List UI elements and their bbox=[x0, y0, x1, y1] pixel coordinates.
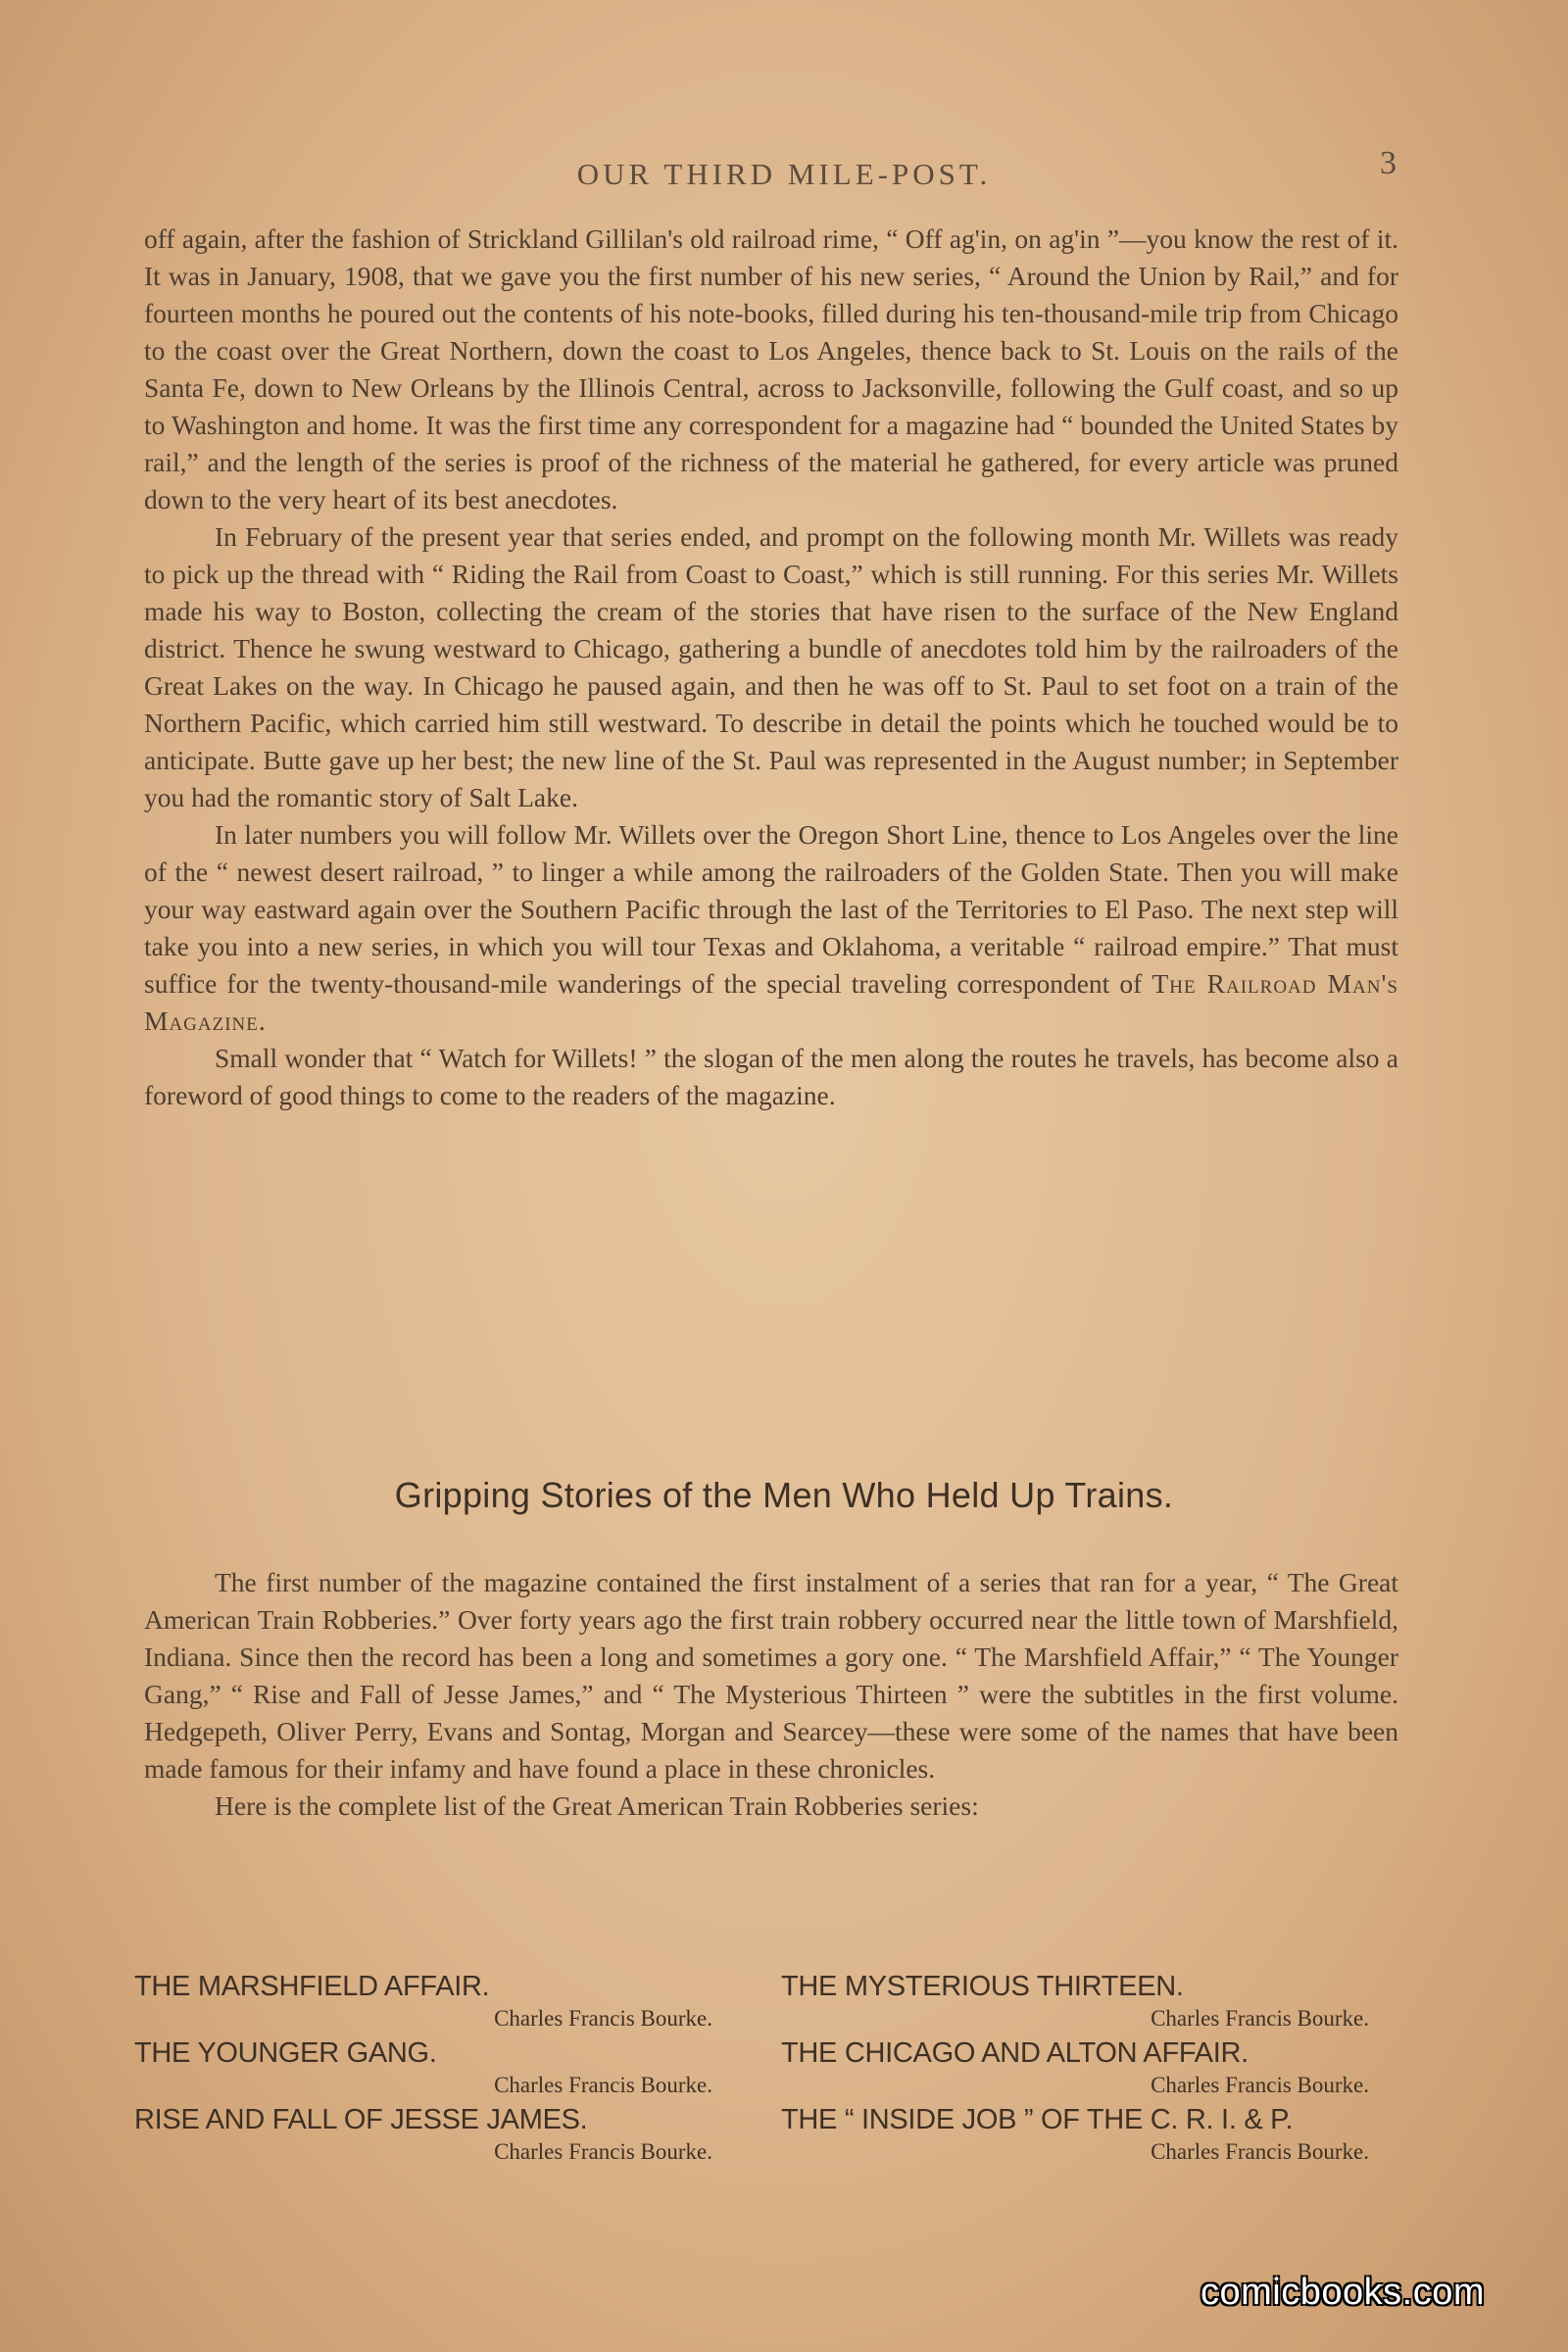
story-title: THE YOUNGER GANG. bbox=[134, 2037, 437, 2069]
story-title: THE MARSHFIELD AFFAIR. bbox=[134, 1971, 490, 2002]
story-entry bbox=[134, 2034, 722, 2099]
story-author: Charles Francis Bourke. bbox=[494, 2006, 712, 2031]
story-title: THE “ INSIDE JOB ” OF THE C. R. I. & P. bbox=[781, 2104, 1294, 2135]
story-title: THE MYSTERIOUS THIRTEEN. bbox=[781, 1971, 1184, 2002]
paragraph-text: In later numbers you will follow Mr. Willets over the Oregon Short Line, thence to Los Angeles over the line of the “ newest desert railroad, ” to linger a while among the railroaders of the Golden State. Then you will make your way eastward again over the Southern Pacific through the last of the Territories to El Paso. The next step will take you into a new series, in which you will tour Texas and Oklahoma, a veritable “ railroad empire.” That must suffice for the twenty-thousand-mile wanderings of the special traveling correspondent of bbox=[144, 819, 1398, 999]
story-author: Charles Francis Bourke. bbox=[1151, 2073, 1369, 2097]
magazine-name: The Railroad Man's Magazine bbox=[144, 968, 1399, 1036]
story-entry bbox=[781, 2101, 1379, 2166]
story-title: RISE AND FALL OF JESSE JAMES. bbox=[134, 2104, 588, 2135]
article-body bbox=[144, 220, 1398, 1114]
story-column-left bbox=[134, 1968, 722, 2168]
paragraph bbox=[144, 816, 1398, 1040]
paragraph-end: . bbox=[258, 1005, 266, 1036]
story-entry bbox=[134, 2101, 722, 2166]
story-author: Charles Francis Bourke. bbox=[494, 2073, 712, 2097]
paragraph: Small wonder that “ Watch for Willets! ” the slogan of the men along the routes he travels, has become also a foreword of good things to come to the readers of the magazine. bbox=[144, 1043, 1398, 1110]
story-list bbox=[134, 1968, 1389, 2168]
paragraph: The first number of the magazine contained the first instalment of a series that ran for a year, “ The Great American Train Robberies.” Over forty years ago the first train robbery occurred near the little town of Marshfield, Indiana. Since then the record has been a long and sometimes a gory one. “ The Marshfield Affair,” “ The Younger Gang,” “ Rise and Fall of Jesse James,” and “ The Mysterious Thirteen ” were the subtitles in the first volume. Hedgepeth, Oliver Perry, Evans and Sontag, Morgan and Searcey—these were some of the names that have been made famous for their infamy and have found a place in these chronicles. bbox=[144, 1567, 1398, 1784]
section-body bbox=[144, 1564, 1398, 1825]
paragraph: In February of the present year that series ended, and prompt on the following month Mr. Willets was ready to pick up the thread with “ Riding the Rail from Coast to Coast,” which is still running. For this series Mr. Willets made his way to Boston, collecting the cream of the stories that have risen to the surface of the New England district. Thence he swung westward to Chicago, gathering a bundle of anecdotes told him by the railroaders of the Great Lakes on the way. In Chicago he paused again, and then he was off to St. Paul to set foot on a train of the Northern Pacific, which carried him still westward. To describe in detail the points which he touched would be to anticipate. Butte gave up her best; the new line of the St. Paul was represented in the August number; in September you had the romantic story of Salt Lake. bbox=[144, 521, 1398, 812]
story-column-right bbox=[781, 1968, 1379, 2168]
story-author: Charles Francis Bourke. bbox=[1151, 2139, 1369, 2164]
paragraph: Here is the complete list of the Great American Train Robberies series: bbox=[215, 1790, 979, 1821]
story-author: Charles Francis Bourke. bbox=[494, 2139, 712, 2164]
running-head: OUR THIRD MILE-POST. bbox=[576, 157, 992, 191]
story-entry bbox=[134, 1968, 722, 2033]
section-heading: Gripping Stories of the Men Who Held Up Trains. bbox=[394, 1475, 1174, 1515]
story-author: Charles Francis Bourke. bbox=[1151, 2006, 1369, 2031]
watermark: comicbooks.com bbox=[1200, 2272, 1485, 2313]
paragraph-continued: off again, after the fashion of Strickland Gillilan's old railroad rime, “ Off ag'in, on ag'in ”—you know the rest of it. It was in January, 1908, that we gave you the first number of his new series, “ Around the Union by Rail,” and for fourteen months he poured out the contents of his note-books, filled during his ten-thousand-mile trip from Chicago to the coast over the Great Northern, down the coast to Los Angeles, thence back to St. Louis on the rails of the Santa Fe, down to New Orleans by the Illinois Central, across to Jacksonville, following the Gulf coast, and so up to Washington and home. It was the first time any correspondent for a magazine had “ bounded the United States by rail,” and the length of the series is proof of the richness of the material he gathered, for every article was pruned down to the very heart of its best anecdotes. bbox=[144, 223, 1398, 514]
story-entry bbox=[781, 1968, 1379, 2033]
story-title: THE CHICAGO AND ALTON AFFAIR. bbox=[781, 2037, 1249, 2069]
story-entry bbox=[781, 2034, 1379, 2099]
page-number: 3 bbox=[1380, 145, 1396, 181]
